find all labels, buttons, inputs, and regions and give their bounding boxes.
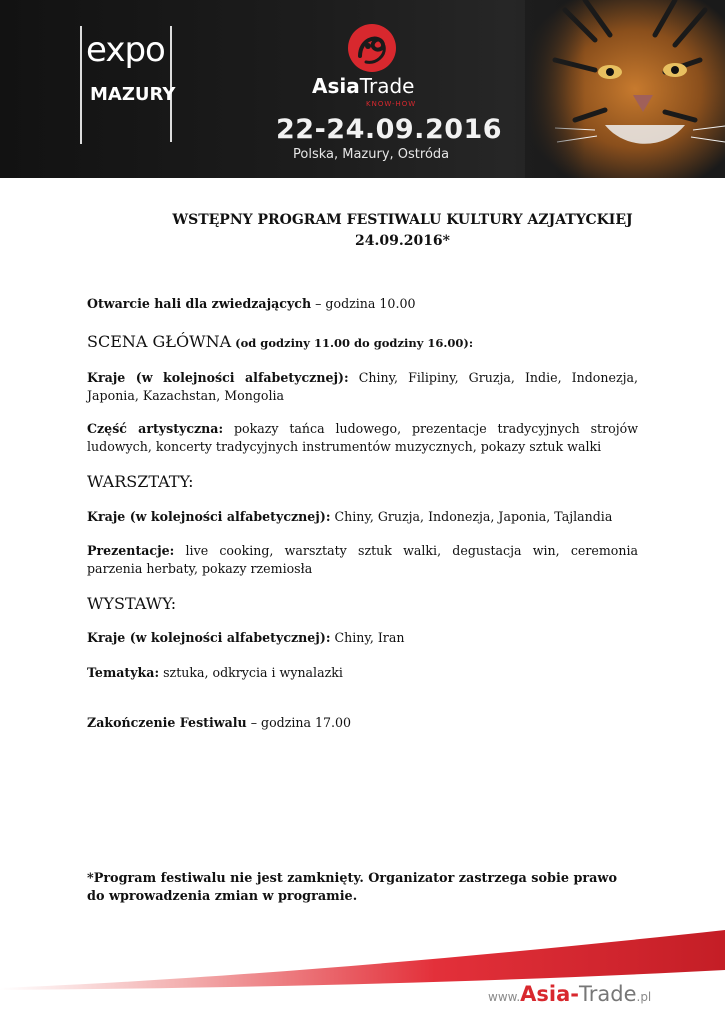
workshops-presentations-label: Prezentacje: xyxy=(87,543,175,558)
opening-label: Otwarcie hali dla zwiedzających xyxy=(87,296,312,311)
workshops-heading: WARSZTATY: xyxy=(87,472,194,491)
main-stage-art-label: Część artystyczna: xyxy=(87,421,224,436)
program-title: WSTĘPNY PROGRAM FESTIWALU KULTURY AZJATYCKIEJ xyxy=(172,212,633,228)
footer-www: www. xyxy=(488,990,521,1004)
closing-time: – godzina 17.00 xyxy=(246,715,352,730)
event-location: Polska, Mazury, Ostróda xyxy=(293,147,450,162)
exhibitions-heading: WYSTAWY: xyxy=(87,594,177,613)
exhibitions-topics xyxy=(87,664,638,682)
workshops-presentations xyxy=(87,542,638,578)
main-stage-art-text: pokazy tańca ludowego, prezentacje tradycyjnych strojów ludowych, koncerty tradycyjnych instrumentów muzycznych, pokazy sztuk walki xyxy=(87,421,638,454)
workshops-countries-text: Chiny, Gruzja, Indonezja, Japonia, Tajlandia xyxy=(330,509,613,524)
expo-mazury-logo xyxy=(80,26,176,144)
tiger-photo xyxy=(525,0,725,178)
exhibitions-countries-label: Kraje (w kolejności alfabetycznej): xyxy=(87,630,331,645)
program-date: 24.09.2016* xyxy=(355,233,450,249)
opening-line xyxy=(87,295,638,313)
workshops-presentations-text: live cooking, warsztaty sztuk walki, degustacja win, ceremonia parzenia herbaty, pokazy rzemiosła xyxy=(87,543,638,576)
brand-asia: Asia xyxy=(312,74,360,98)
workshops-countries-label: Kraje (w kolejności alfabetycznej): xyxy=(87,509,331,524)
footer-asia: Asia xyxy=(520,982,571,1006)
footer-trade: Trade xyxy=(579,982,637,1006)
closing-line xyxy=(87,714,638,732)
brand-trade: Trade xyxy=(359,74,415,98)
exhibitions-topics-label: Tematyka: xyxy=(87,665,160,680)
event-date: 22-24.09.2016 xyxy=(276,114,503,145)
closing-label: Zakończenie Festiwalu xyxy=(87,715,247,730)
header-banner xyxy=(0,0,725,178)
footnote: *Program festiwalu nie jest zamknięty. Organizator zastrzega sobie prawo do wprowadzenia zmian w programie. xyxy=(87,871,617,904)
main-stage-art xyxy=(87,420,638,456)
main-stage-countries-label: Kraje (w kolejności alfabetycznej): xyxy=(87,370,349,385)
asia-trade-brand xyxy=(312,74,415,98)
footer-website-link[interactable] xyxy=(488,982,651,1006)
main-stage-heading xyxy=(87,332,473,351)
footer-dash: - xyxy=(570,982,579,1006)
workshops-countries xyxy=(87,508,638,526)
footer-pl: .pl xyxy=(636,990,652,1004)
expo-logo-text: expo xyxy=(86,30,165,70)
asia-trade-emblem-icon xyxy=(346,22,398,74)
mazury-logo-text: MAZURY xyxy=(90,84,176,105)
exhibitions-countries-text: Chiny, Iran xyxy=(330,630,405,645)
opening-time: – godzina 10.00 xyxy=(311,296,416,311)
brand-tagline: KNOW-HOW xyxy=(366,100,417,108)
main-stage-hours: (od godziny 11.00 do godziny 16.00): xyxy=(231,336,474,350)
exhibitions-topics-text: sztuka, odkrycia i wynalazki xyxy=(159,665,343,680)
main-stage-title: SCENA GŁÓWNA xyxy=(87,332,232,351)
main-stage-countries-text: Chiny, Filipiny, Gruzja, Indie, Indonezja, Japonia, Kazachstan, Mongolia xyxy=(87,370,638,403)
main-stage-countries xyxy=(87,369,638,405)
exhibitions-countries xyxy=(87,629,638,647)
